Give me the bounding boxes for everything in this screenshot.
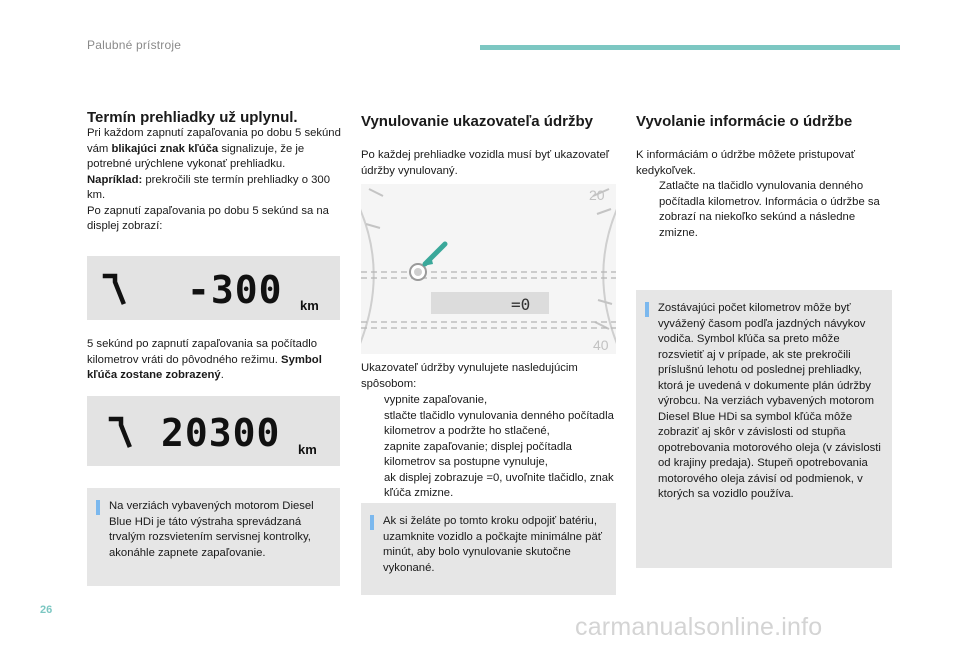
column-1 — [87, 108, 343, 128]
instrument-cluster-illustration — [361, 184, 616, 354]
odometer-display-overdue — [87, 256, 340, 320]
list-item-text: ak displej zobrazuje =0, uvoľnite tlačidlo, znak kľúča zmizne. — [384, 471, 614, 499]
note-marker — [370, 515, 374, 530]
text-span: signalizuje, že je potrebné urýchlene vykonať prehliadku. — [87, 142, 305, 170]
column-3 — [636, 108, 892, 132]
list-item — [361, 393, 617, 409]
gauge-label: 20 — [589, 187, 605, 203]
col3-paragraph-1: K informáciám o údržbe môžete pristupovať kedykoľvek. — [636, 149, 855, 177]
emphasis-span: Napríklad: — [87, 173, 143, 186]
list-item — [361, 471, 617, 502]
emphasis-span: Symbol kľúča zostane zobrazený — [87, 353, 322, 381]
cluster-drawing — [361, 184, 616, 354]
list-item — [636, 179, 892, 241]
col1-heading: Termín prehliadky už uplynul. — [87, 109, 298, 126]
col3-heading: Vyvolanie informácie o údržbe — [636, 113, 853, 130]
col3-steps-list — [636, 179, 892, 241]
text-span: Po zapnutí zapaľovania po dobu 5 sekúnd sa na displej zobrazí: — [87, 204, 329, 232]
col1-paragraph-1 — [87, 126, 342, 235]
note-text: Zostávajúci počet kilometrov môže byť vyvážený časom podľa jazdných návykov vodiča. Symbol kľúča sa preto môže rozsvietiť aj v prípade, ak ste prekročili príslušnú lehotu od poslednej prehliadky, ktorá je uvedená v dokumente plán údržby výrobcu. Na verziách vybavených motorom Diesel Blue HDi sa symbol kľúča môže zobraziť aj skôr v závislosti od stupňa opotrebovania motorového oleja (v závislosti od krajiny predaja). Stupeň opotrebovania motorového oleja závisí od podmienok, v ktorých sa vozidlo používa. — [658, 302, 881, 500]
note-text: Ak si želáte po tomto kroku odpojiť batériu, uzamknite vozidlo a počkajte minimálne päť minút, aby bolo vynulovanie skutočne vykonané. — [383, 515, 602, 574]
wrench-icon — [101, 272, 127, 306]
list-item-text: Zatlačte na tlačidlo vynulovania denného počítadla kilometrov. Informácia o údržbe sa zobrazí na niekoľko sekúnd a následne zmizne. — [659, 180, 880, 239]
text-span: 5 sekúnd po zapnutí zapaľovania sa počítadlo kilometrov vráti do pôvodného režimu. — [87, 338, 318, 366]
header-accent-bar — [480, 45, 900, 50]
note-marker — [645, 302, 649, 317]
text-span: Pri každom zapnutí zapaľovania po dobu 5 sekúnd vám — [87, 127, 341, 155]
cluster-readout: =0 — [511, 295, 531, 314]
col2-paragraph-2: Ukazovateľ údržby vynulujete nasledujúcim spôsobom: — [361, 362, 578, 390]
note-box-maintenance-info — [636, 290, 892, 568]
odometer-unit: km — [298, 442, 317, 457]
watermark: carmanualsonline.info — [575, 613, 823, 641]
list-item — [361, 409, 617, 440]
column-2 — [361, 108, 617, 132]
odometer-unit: km — [300, 298, 319, 313]
col2-heading: Vynulovanie ukazovateľa údržby — [361, 113, 593, 130]
note-box-battery — [361, 503, 616, 595]
list-item — [361, 440, 617, 471]
gauge-label: 40 — [593, 337, 609, 353]
page-number: 26 — [40, 604, 53, 616]
odometer-value: -300 — [187, 268, 283, 312]
col2-steps-list — [361, 393, 617, 502]
odometer-display-normal — [87, 396, 340, 466]
list-item-text: zapnite zapaľovanie; displej počítadla kilometrov sa postupne vynuluje, — [384, 440, 572, 468]
col2-paragraph-1: Po každej prehliadke vozidla musí byť ukazovateľ údržby vynulovaný. — [361, 149, 610, 177]
note-marker — [96, 500, 100, 515]
text-span: prekročili ste termín prehliadky o 300 km. — [87, 173, 330, 201]
text-span: . — [220, 369, 224, 381]
wrench-icon — [107, 415, 133, 449]
note-text: Na verziách vybavených motorom Diesel Blue HDi je táto výstraha sprevádzaná trvalým rozsvietením servisnej kontrolky, akonáhle zapnete zapaľovanie. — [109, 500, 314, 559]
running-header: Palubné prístroje — [87, 38, 182, 52]
emphasis-span: blikajúci znak kľúča — [111, 142, 219, 155]
note-box-diesel-warning — [87, 488, 340, 586]
list-item-text: stlačte tlačidlo vynulovania denného počítadla kilometrov a podržte ho stlačené, — [384, 409, 614, 437]
col1-paragraph-2 — [87, 337, 342, 384]
list-item-text: vypnite zapaľovanie, — [384, 394, 488, 406]
odometer-value: 20300 — [161, 411, 281, 455]
